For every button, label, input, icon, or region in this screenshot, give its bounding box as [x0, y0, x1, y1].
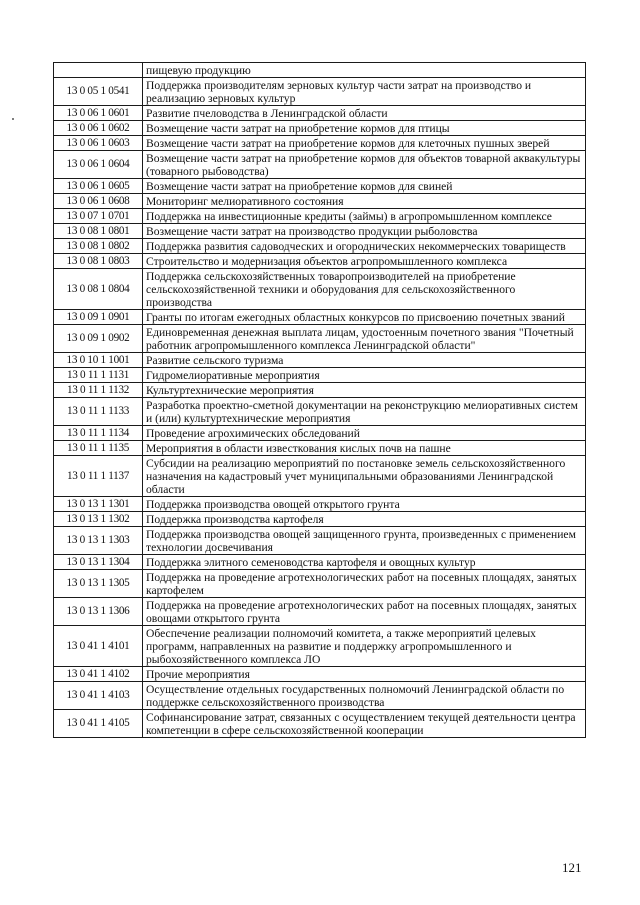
budget-code-cell: 13 0 06 1 0601 — [54, 106, 143, 121]
table-row — [54, 555, 586, 570]
table-row — [54, 398, 586, 426]
expense-name-cell: Развитие пчеловодства в Ленинградской области — [143, 106, 586, 121]
expense-name-cell: Поддержка производителям зерновых культур части затрат на производство и реализацию зерновых культур — [143, 78, 586, 106]
table-row — [54, 497, 586, 512]
expense-name-cell: Софинансирование затрат, связанных с осуществлением текущей деятельности центра компетенции в сфере сельскохозяйственной кооперации — [143, 710, 586, 738]
expense-name-cell: Единовременная денежная выплата лицам, удостоенным почетного звания "Почетный работник агропромышленного комплекса Ленинградской области" — [143, 325, 586, 353]
budget-code-cell: 13 0 08 1 0801 — [54, 224, 143, 239]
expense-name-cell: Поддержка элитного семеноводства картофеля и овощных культур — [143, 555, 586, 570]
budget-code-cell: 13 0 11 1 1132 — [54, 383, 143, 398]
table-row — [54, 527, 586, 555]
table-row — [54, 426, 586, 441]
expense-name-cell: Гидромелиоративные мероприятия — [143, 368, 586, 383]
expense-name-cell: Разработка проектно-сметной документации на реконструкцию мелиоративных систем и (или) культуртехнические мероприятия — [143, 398, 586, 426]
table-row — [54, 209, 586, 224]
expense-name-cell: Поддержка производства овощей открытого грунта — [143, 497, 586, 512]
budget-code-table — [53, 62, 586, 738]
expense-name-cell: пищевую продукцию — [143, 63, 586, 78]
budget-code-cell: 13 0 11 1 1134 — [54, 426, 143, 441]
budget-code-cell: 13 0 13 1 1304 — [54, 555, 143, 570]
table-row — [54, 368, 586, 383]
expense-name-cell: Поддержка на проведение агротехнологических работ на посевных площадях, занятых овощами открытого грунта — [143, 598, 586, 626]
table-body — [54, 63, 586, 738]
table-row — [54, 269, 586, 310]
expense-name-cell: Мониторинг мелиоративного состояния — [143, 194, 586, 209]
table-row — [54, 63, 586, 78]
scan-speck — [12, 118, 14, 120]
expense-name-cell: Поддержка производства картофеля — [143, 512, 586, 527]
expense-name-cell: Поддержка развития садоводческих и огороднических некоммерческих товариществ — [143, 239, 586, 254]
expense-name-cell: Поддержка на проведение агротехнологических работ на посевных площадях, занятых картофелем — [143, 570, 586, 598]
budget-code-cell: 13 0 41 1 4105 — [54, 710, 143, 738]
table-row — [54, 106, 586, 121]
expense-name-cell: Поддержка на инвестиционные кредиты (займы) в агропромышленном комплексе — [143, 209, 586, 224]
table-row — [54, 136, 586, 151]
budget-code-cell: 13 0 13 1 1305 — [54, 570, 143, 598]
expense-name-cell: Прочие мероприятия — [143, 667, 586, 682]
table-row — [54, 325, 586, 353]
budget-code-cell: 13 0 08 1 0803 — [54, 254, 143, 269]
budget-code-cell — [54, 63, 143, 78]
expense-name-cell: Возмещение части затрат на приобретение кормов для клеточных пушных зверей — [143, 136, 586, 151]
table-row — [54, 456, 586, 497]
budget-code-cell: 13 0 41 1 4103 — [54, 682, 143, 710]
budget-classification-sheet — [53, 62, 586, 738]
budget-code-cell: 13 0 05 1 0541 — [54, 78, 143, 106]
expense-name-cell: Развитие сельского туризма — [143, 353, 586, 368]
table-row — [54, 626, 586, 667]
expense-name-cell: Возмещение части затрат на приобретение кормов для объектов товарной аквакультуры (товарного рыбоводства) — [143, 151, 586, 179]
table-row — [54, 179, 586, 194]
budget-code-cell: 13 0 13 1 1302 — [54, 512, 143, 527]
expense-name-cell: Строительство и модернизация объектов агропромышленного комплекса — [143, 254, 586, 269]
budget-code-cell: 13 0 06 1 0605 — [54, 179, 143, 194]
expense-name-cell: Проведение агрохимических обследований — [143, 426, 586, 441]
table-row — [54, 310, 586, 325]
budget-code-cell: 13 0 07 1 0701 — [54, 209, 143, 224]
expense-name-cell: Поддержка производства овощей защищенного грунта, произведенных с применением технологии досвечивания — [143, 527, 586, 555]
table-row — [54, 441, 586, 456]
expense-name-cell: Мероприятия в области известкования кислых почв на пашне — [143, 441, 586, 456]
table-row — [54, 78, 586, 106]
budget-code-cell: 13 0 11 1 1135 — [54, 441, 143, 456]
expense-name-cell: Возмещение части затрат на приобретение кормов для птицы — [143, 121, 586, 136]
expense-name-cell: Возмещение части затрат на приобретение кормов для свиней — [143, 179, 586, 194]
table-row — [54, 353, 586, 368]
budget-code-cell: 13 0 10 1 1001 — [54, 353, 143, 368]
budget-code-cell: 13 0 13 1 1303 — [54, 527, 143, 555]
expense-name-cell: Поддержка сельскохозяйственных товаропроизводителей на приобретение сельскохозяйственной техники и оборудования для сельскохозяйственного производства — [143, 269, 586, 310]
table-row — [54, 598, 586, 626]
budget-code-cell: 13 0 06 1 0603 — [54, 136, 143, 151]
budget-code-cell: 13 0 11 1 1133 — [54, 398, 143, 426]
budget-code-cell: 13 0 11 1 1137 — [54, 456, 143, 497]
table-row — [54, 667, 586, 682]
expense-name-cell: Субсидии на реализацию мероприятий по постановке земель сельскохозяйственного назначения на кадастровый учет муниципальными образованиями Ленинградской области — [143, 456, 586, 497]
budget-code-cell: 13 0 06 1 0604 — [54, 151, 143, 179]
budget-code-cell: 13 0 13 1 1301 — [54, 497, 143, 512]
expense-name-cell: Культуртехнические мероприятия — [143, 383, 586, 398]
expense-name-cell: Осуществление отдельных государственных полномочий Ленинградской области по поддержке сельскохозяйственного производства — [143, 682, 586, 710]
expense-name-cell: Гранты по итогам ежегодных областных конкурсов по присвоению почетных званий — [143, 310, 586, 325]
budget-code-cell: 13 0 41 1 4101 — [54, 626, 143, 667]
table-row — [54, 570, 586, 598]
budget-code-cell: 13 0 06 1 0602 — [54, 121, 143, 136]
budget-code-cell: 13 0 13 1 1306 — [54, 598, 143, 626]
budget-code-cell: 13 0 06 1 0608 — [54, 194, 143, 209]
expense-name-cell: Возмещение части затрат на производство продукции рыболовства — [143, 224, 586, 239]
budget-code-cell: 13 0 09 1 0902 — [54, 325, 143, 353]
page-number: 121 — [562, 860, 582, 875]
budget-code-cell: 13 0 08 1 0804 — [54, 269, 143, 310]
expense-name-cell: Обеспечение реализации полномочий комитета, а также мероприятий целевых программ, направленных на развитие и поддержку агропромышленного и рыбохозяйственного комплекса ЛО — [143, 626, 586, 667]
table-row — [54, 121, 586, 136]
table-row — [54, 383, 586, 398]
table-row — [54, 710, 586, 738]
table-row — [54, 239, 586, 254]
table-row — [54, 682, 586, 710]
budget-code-cell: 13 0 08 1 0802 — [54, 239, 143, 254]
budget-code-cell: 13 0 09 1 0901 — [54, 310, 143, 325]
budget-code-cell: 13 0 11 1 1131 — [54, 368, 143, 383]
budget-code-cell: 13 0 41 1 4102 — [54, 667, 143, 682]
table-row — [54, 151, 586, 179]
table-row — [54, 224, 586, 239]
table-row — [54, 512, 586, 527]
table-row — [54, 194, 586, 209]
table-row — [54, 254, 586, 269]
